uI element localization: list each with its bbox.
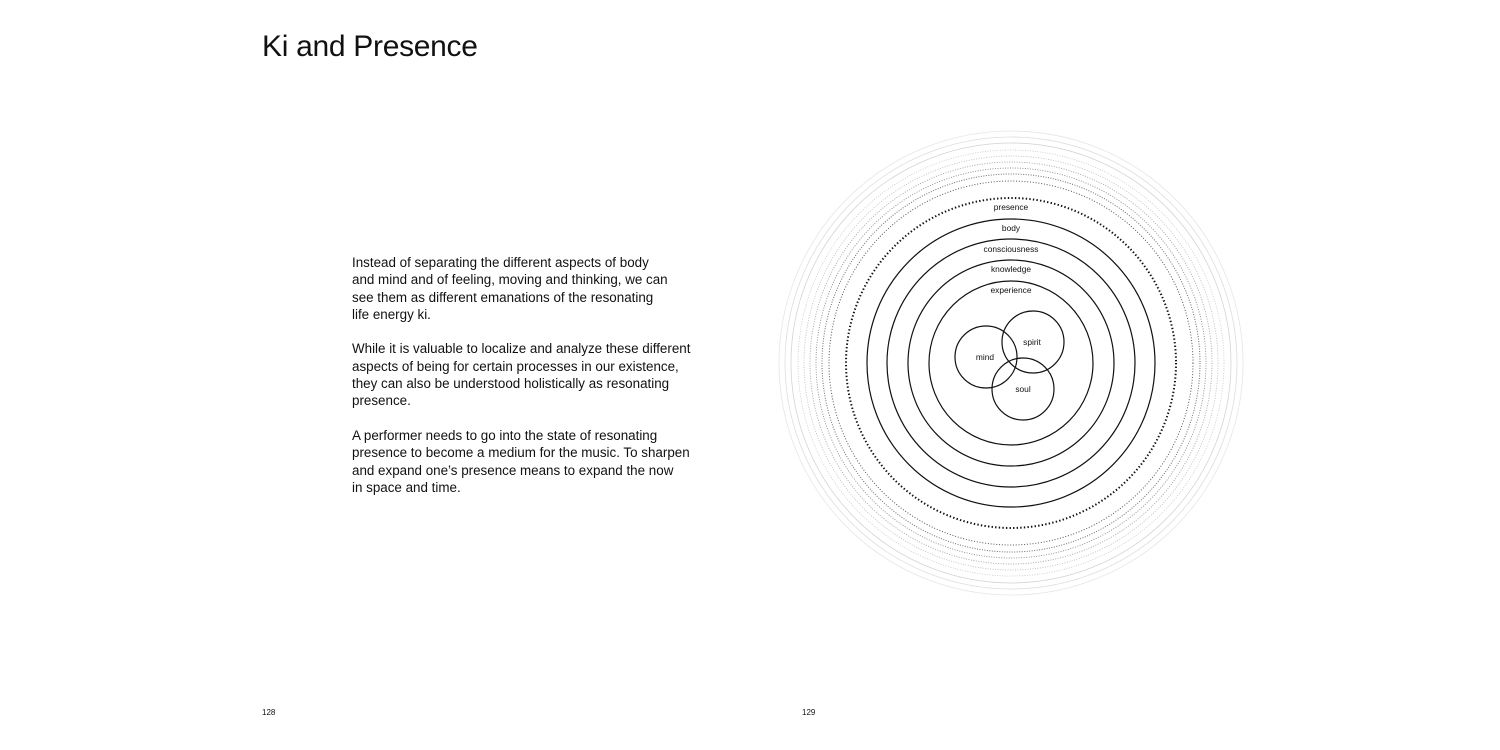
text-line: they can also be understood holistically as resonating <box>352 376 670 392</box>
ki-presence-diagram <box>770 122 1252 604</box>
text-line: see them as different emanations of the resonating <box>352 289 654 305</box>
text-line: life energy ki. <box>352 306 431 322</box>
page-title: Ki and Presence <box>262 30 478 63</box>
paragraph-1 <box>352 254 732 323</box>
body-label: body <box>1001 223 1021 233</box>
text-line: Instead of separating the different aspects of body <box>352 255 649 270</box>
text-line: presence to become a medium for the music. To sharpen <box>352 445 690 461</box>
experience-label: experience <box>990 285 1032 295</box>
spirit-label: spirit <box>1023 337 1041 347</box>
paragraph-3 <box>352 427 732 496</box>
text-line: and expand one’s presence means to expand the now <box>352 462 674 478</box>
mind-label: mind <box>975 352 995 362</box>
text-line: and mind and of feeling, moving and thinking, we can <box>352 272 668 288</box>
page-number-left: 128 <box>262 708 276 717</box>
text-line: While it is valuable to localize and analyze these different <box>352 341 691 357</box>
consciousness-label: consciousness <box>983 244 1039 254</box>
soul-label: soul <box>1015 384 1031 394</box>
text-line: A performer needs to go into the state of resonating <box>352 427 658 443</box>
presence-label: presence <box>993 202 1029 212</box>
paragraph-2 <box>352 340 732 409</box>
text-line: in space and time. <box>352 479 461 495</box>
text-line: aspects of being for certain processes in our existence, <box>352 358 679 374</box>
page-number-right: 129 <box>802 708 816 717</box>
text-line: presence. <box>352 393 411 409</box>
knowledge-label: knowledge <box>990 264 1032 274</box>
body-text <box>352 254 732 513</box>
